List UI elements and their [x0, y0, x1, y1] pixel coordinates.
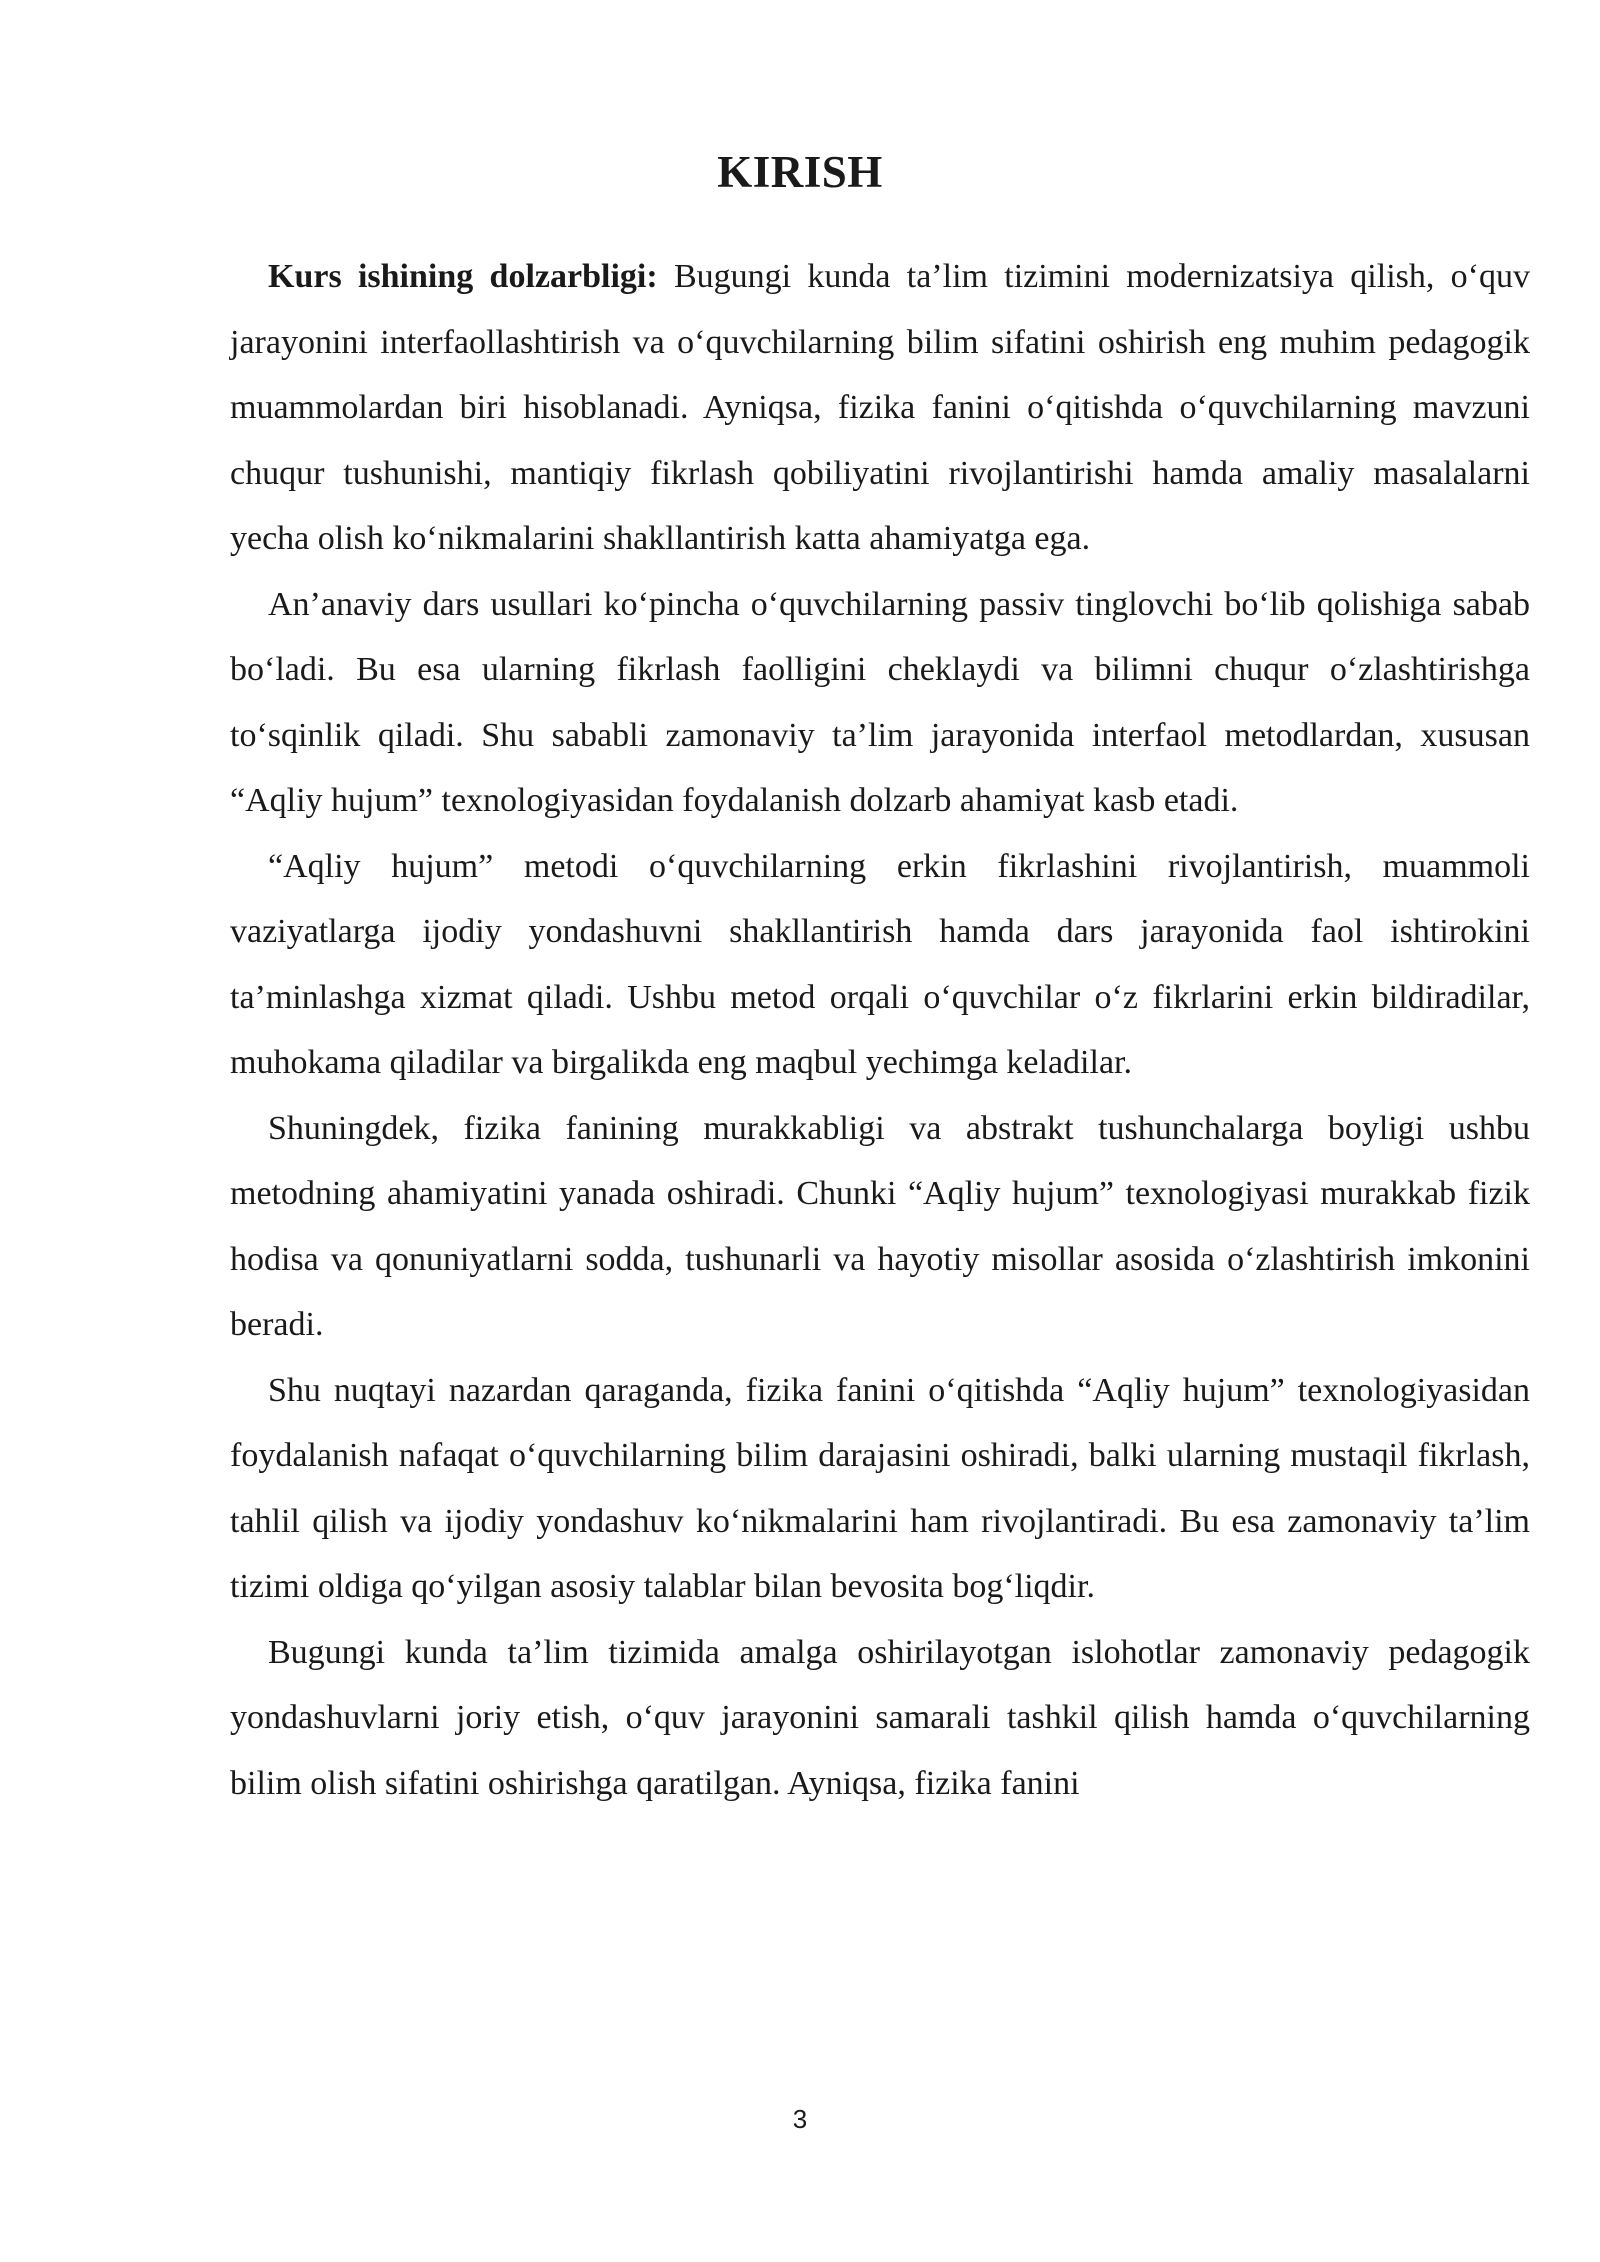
- paragraph: Shu nuqtayi nazardan qaraganda, fizika fanini o‘qitishda “Aqliy hujum” texnologiyasidan foydalanish nafaqat o‘quvchilarning bilim darajasini oshiradi, balki ularning mustaqil fikrlash, tahlil qilish va ijodiy yondashuv ko‘nikmalarini ham rivojlantiradi. Bu esa zamonaviy ta’lim tizimi oldiga qo‘yilgan asosiy talablar bilan bevosita bog‘liqdir.: [230, 1371, 1530, 1605]
- page-number: 3: [792, 2104, 808, 2134]
- page-title: KIRISH: [717, 147, 883, 197]
- paragraph: “Aqliy hujum” metodi o‘quvchilarning erkin fikrlashini rivojlantirish, muammoli vaziyatlarga ijodiy yondashuvni shakllantirish hamda dars jarayonida faol ishtirokini ta’minlashga xizmat qiladi. Ushbu metod orqali o‘quvchilar o‘z fikrlarini erkin bildiradilar, muhokama qiladilar va birgalikda eng maqbul yechimga keladilar.: [230, 847, 1530, 1081]
- paragraph-lead: Kurs ishining dolzarbligi:: [268, 258, 658, 295]
- paragraph-relevance: [230, 244, 1530, 572]
- paragraph-continued: Bugungi kunda ta’lim tizimida amalga oshirilayotgan islohotlar zamonaviy pedagogik yondashuvlarni joriy etish, o‘quv jarayonini samarali tashkil qilish hamda o‘quvchilarning bilim olish sifatini oshirishga qaratilgan. Ayniqsa, fizika fanini: [230, 1633, 1530, 1802]
- paragraph: An’anaviy dars usullari ko‘pincha o‘quvchilarning passiv tinglovchi bo‘lib qolishiga sabab bo‘ladi. Bu esa ularning fikrlash faolligini cheklaydi va bilimni chuqur o‘zlashtirishga to‘sqinlik qiladi. Shu sababli zamonaviy ta’lim jarayonida interfaol metodlardan, xususan “Aqliy hujum” texnologiyasidan foydalanish dolzarb ahamiyat kasb etadi.: [230, 585, 1530, 819]
- paragraph: Shuningdek, fizika fanining murakkabligi va abstrakt tushunchalarga boyligi ushbu metodning ahamiyatini yanada oshiradi. Chunki “Aqliy hujum” texnologiyasi murakkab fizik hodisa va qonuniyatlarni sodda, tushunarli va hayotiy misollar asosida o‘zlashtirish imkonini beradi.: [230, 1109, 1530, 1343]
- body-text: [230, 244, 1530, 1816]
- paragraph-text: Bugungi kunda ta’lim tizimini modernizatsiya qilish, o‘quv jarayonini interfaollashtirish va o‘quvchilarning bilim sifatini oshirish eng muhim pedagogik muammolardan biri hisoblanadi. Ayniqsa, fizika fanini o‘qitishda o‘quvchilarning mavzuni chuqur tushunishi, mantiqiy fikrlash qobiliyatini rivojlantirishi hamda amaliy masalalarni yecha olish ko‘nikmalarini shakllantirish katta ahamiyatga ega.: [230, 258, 1530, 557]
